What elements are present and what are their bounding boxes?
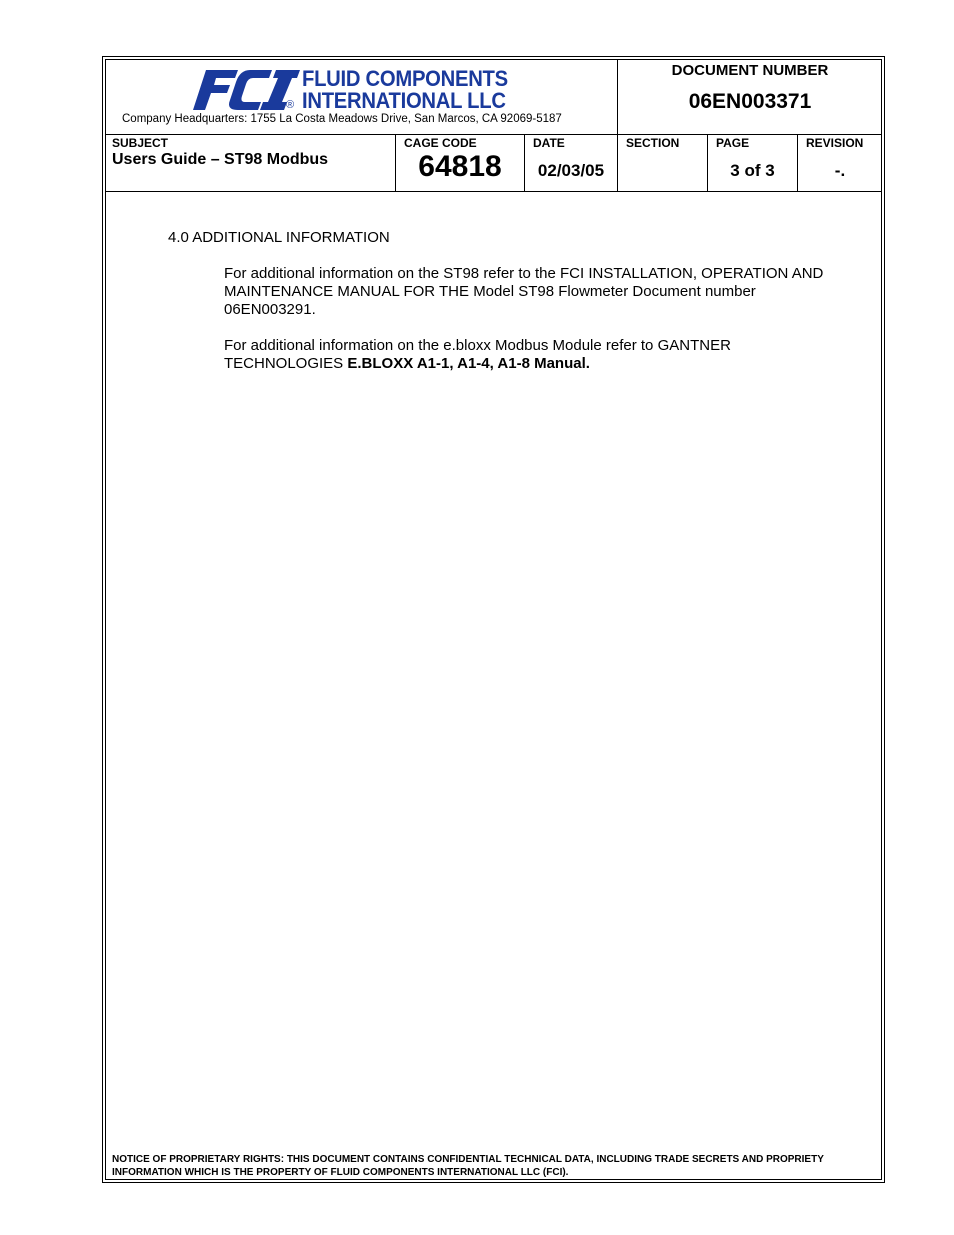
- header-row-divider: [105, 134, 882, 135]
- revision-value: -.: [834, 161, 846, 180]
- page-label: PAGE: [716, 136, 750, 150]
- cage-code-label: CAGE CODE: [404, 136, 477, 150]
- page-value: 3 of 3: [730, 161, 775, 180]
- section-heading: 4.0 ADDITIONAL INFORMATION: [168, 229, 390, 246]
- header-bottom-divider: [105, 191, 882, 192]
- document-number-label: DOCUMENT NUMBER: [671, 62, 829, 79]
- proprietary-notice: NOTICE OF PROPRIETARY RIGHTS: THIS DOCUMENT CONTAINS CONFIDENTIAL TECHNICAL DATA, INCLUDING TRADE SECRETS AND PROPRIETY INFORMATION WHICH IS THE PROPERTY OF FLUID COMPONENTS INTERNATIONAL LLC (FCI).: [112, 1154, 824, 1178]
- subject-label: SUBJECT: [112, 136, 169, 150]
- date-label: DATE: [533, 136, 565, 150]
- revision-label: REVISION: [806, 136, 864, 150]
- company-logo: [192, 68, 532, 112]
- date-value: 02/03/05: [537, 161, 605, 180]
- paragraph-ebloxx-manual-title: E.BLOXX A1-1, A1-4, A1-8 Manual.: [347, 355, 590, 372]
- paragraph-st98-reference: For additional information on the ST98 refer to the FCI INSTALLATION, OPERATION AND MAINTENANCE MANUAL FOR THE Model ST98 Flowmeter Document number 06EN003291.: [224, 265, 824, 318]
- company-headquarters: Company Headquarters: 1755 La Costa Meadows Drive, San Marcos, CA 92069-5187: [122, 113, 562, 125]
- logo-text-line1: FLUID COMPONENTS: [302, 66, 508, 91]
- paragraph-ebloxx-reference: [224, 337, 834, 373]
- subject-value: Users Guide – ST98 Modbus: [112, 151, 329, 168]
- page-border-inner: [105, 59, 882, 1180]
- section-label: SECTION: [626, 136, 680, 150]
- cage-code-value: 64818: [418, 150, 502, 183]
- registered-mark: ®: [286, 99, 295, 111]
- paragraph-ebloxx-text: For additional information on the e.bloxx Modbus Module refer to GANTNER TECHNOLOGIES: [224, 337, 731, 372]
- document-number: 06EN003371: [688, 90, 812, 113]
- logo-text-line2: INTERNATIONAL LLC: [302, 88, 506, 113]
